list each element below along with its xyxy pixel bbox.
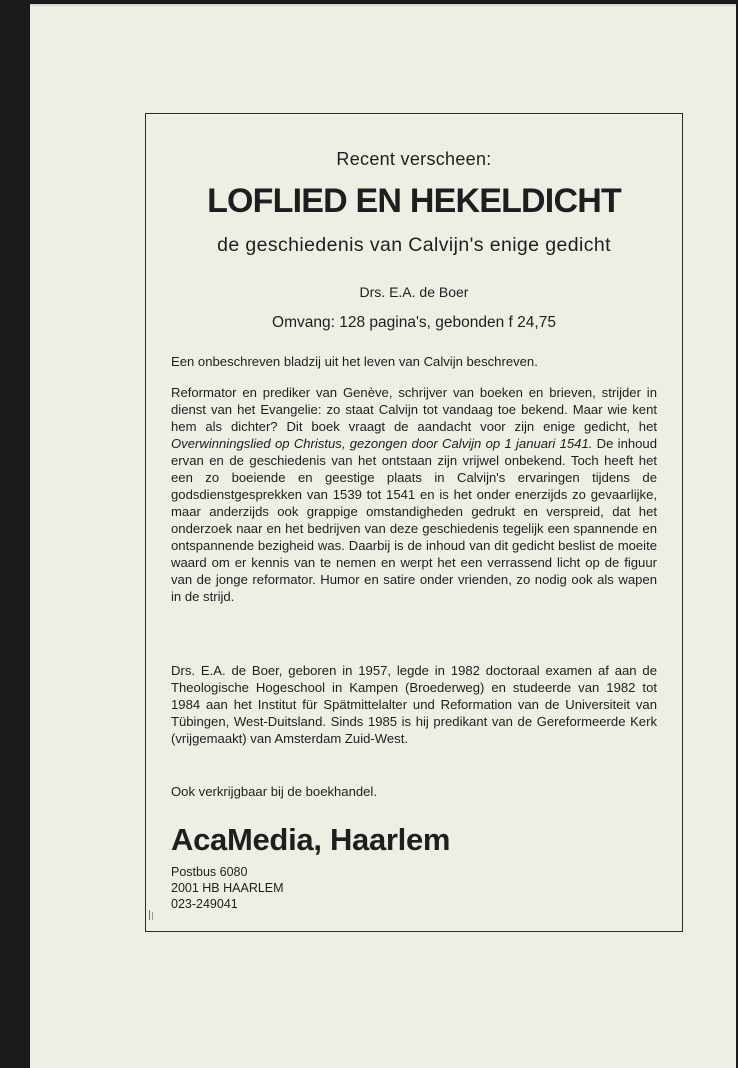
description-text-1: Reformator en prediker van Genève, schrijver van boeken en brieven, strijder in dienst van het Evangelie: zo staat Calvijn tot vandaag toe bekend. Maar wie kent hem als dichter? Dit boek vraagt de aandacht voor zijn enige gedicht, het [171, 385, 657, 434]
kicker-heading: Recent verscheen: [336, 149, 492, 169]
scan-mark [152, 912, 153, 920]
book-subtitle: de geschiedenis van Calvijn's enige gedicht [217, 234, 611, 256]
address-line-postbus: Postbus 6080 [171, 865, 248, 879]
scan-mark [149, 910, 150, 920]
address-line-phone: 023-249041 [171, 897, 238, 911]
author-bio-paragraph: Drs. E.A. de Boer, geboren in 1957, legde in 1982 doctoraal examen af aan de Theologische Hogeschool in Kampen (Broederweg) en studeerde van 1982 tot 1984 aan het Institut für Spätmittelalter und Reformation van de Universiteit van Tübingen, West-Duitsland. Sinds 1985 is hij predikant van de Gereformeerde Kerk (vrijgemaakt) van Amsterdam Zuid-West. [171, 663, 657, 746]
intro-line: Een onbeschreven bladzij uit het leven van Calvijn beschreven. [171, 354, 538, 369]
publisher-name: AcaMedia, Haarlem [171, 822, 451, 857]
address-line-city: 2001 HB HAARLEM [171, 881, 284, 895]
availability-note: Ook verkrijgbaar bij de boekhandel. [171, 784, 377, 799]
book-title: LOFLIED EN HEKELDICHT [207, 182, 621, 220]
book-author: Drs. E.A. de Boer [359, 284, 469, 300]
poem-title-italic: Overwinningslied op Christus, gezongen door Calvijn op 1 januari 1541. [171, 436, 593, 451]
scanned-page [30, 4, 736, 1068]
book-extent-price: Omvang: 128 pagina's, gebonden f 24,75 [272, 314, 556, 331]
publisher-address [171, 864, 284, 912]
scan-edge [30, 4, 736, 7]
description-paragraph [171, 384, 657, 605]
description-text-2: De inhoud ervan en de geschiedenis van het ontstaan zijn vrijwel onbekend. Toch heeft het een zo boeiende en geestige plaats in Calvijn's ervaringen tijdens de godsdienstgesprekken van 1539 tot 1541 en is het onder enerzijds zo gevaarlijke, maar anderzijds ook grappige omstandigheden gedrukt en verspreid, dat het onderzoek naar en het bedrijven van deze geschiedenis tegelijk een spannende en ontspannende bezigheid was. Daarbij is de inhoud van dit gedicht beslist de moeite waard om er kennis van te nemen en werpt het een verrassend licht op de figuur van de jonge reformator. Humor en satire onder vrienden, zo nodig ook als wapen in de strijd. [171, 436, 657, 604]
advertisement-frame [145, 113, 683, 932]
